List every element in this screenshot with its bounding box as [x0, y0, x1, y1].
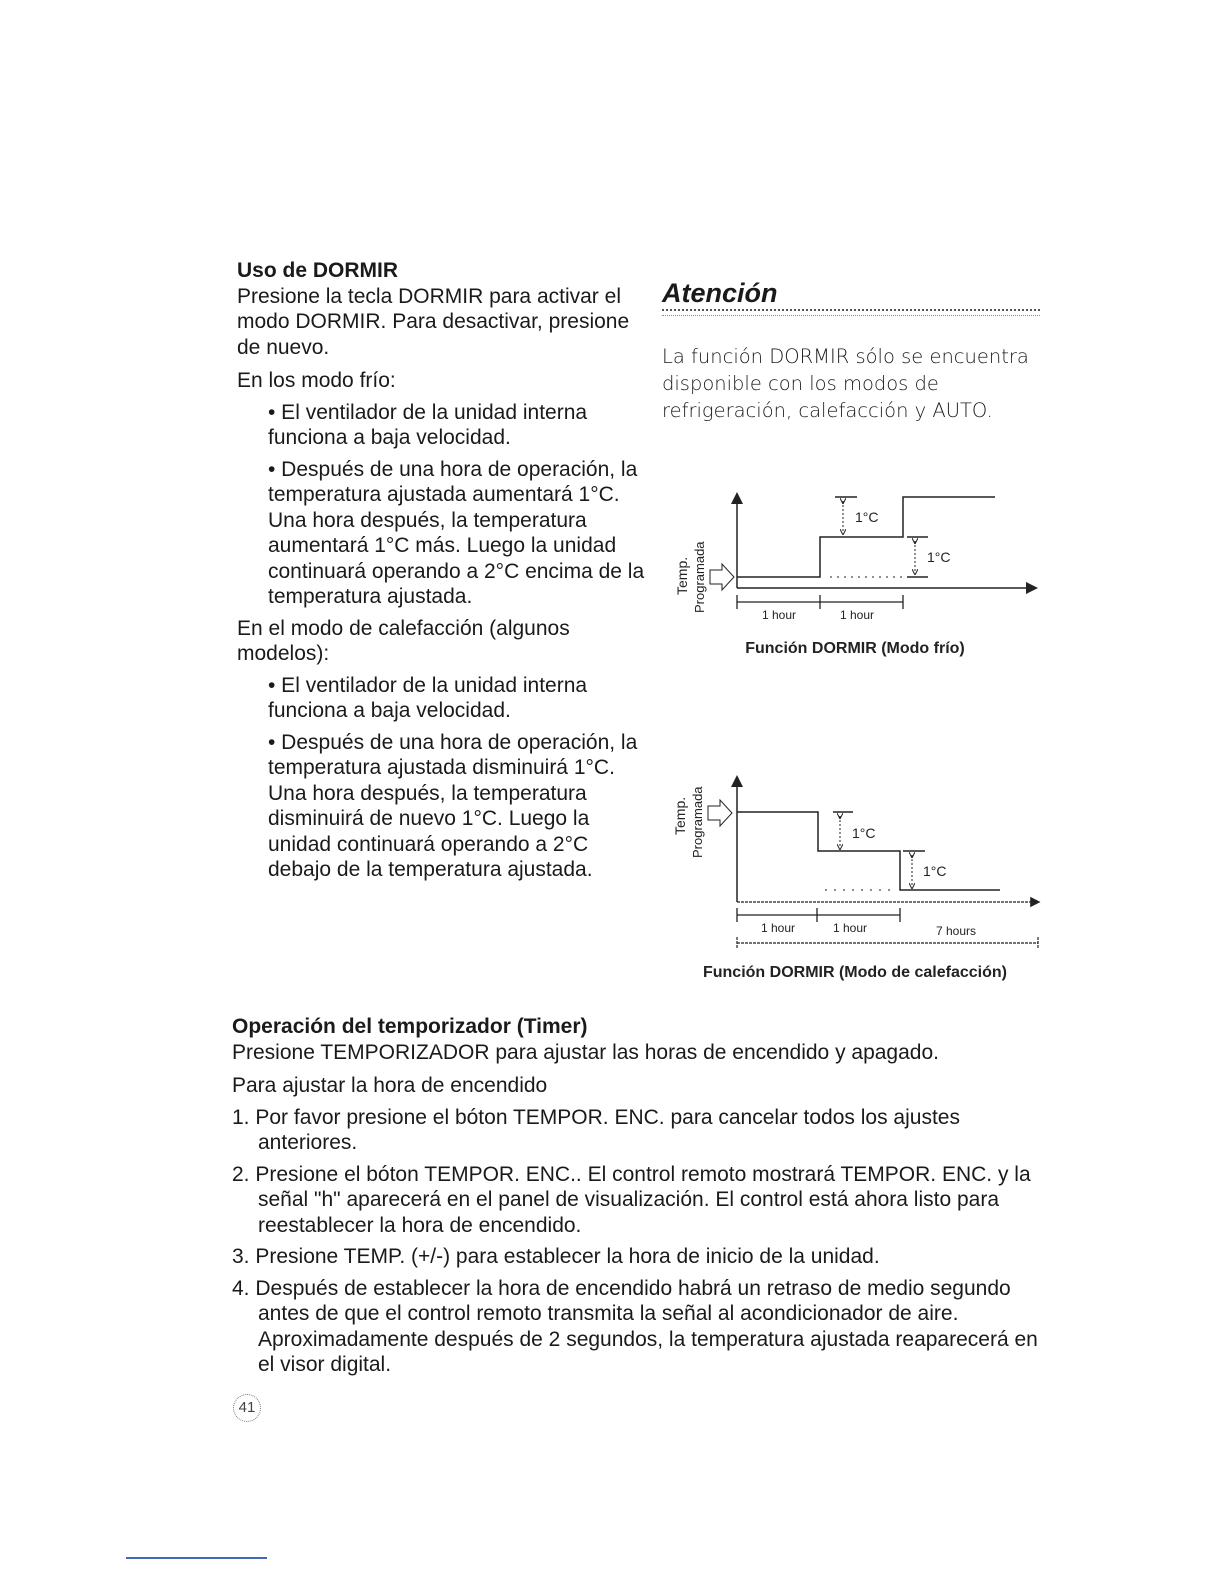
step-label: 1°C: [927, 549, 951, 565]
diagram-caption: Función DORMIR (Modo frío): [745, 640, 965, 657]
timer-steps: [232, 1105, 1052, 1378]
time-bracket: [737, 595, 903, 609]
set-temp-arrow-icon: [710, 564, 734, 590]
timer-step: 1. Por favor presione el bóton TEMPOR. ENC. para cancelar todos los ajustes anteriores.: [232, 1105, 960, 1154]
attention-text: La función DORMIR sólo se encuentra disponible con los modos de refrigeración, calefacción y AUTO.: [662, 345, 1029, 422]
timer-step: 2. Presione el bóton TEMPOR. ENC.. El control remoto mostrará TEMPOR. ENC. y la señal "h" aparecerá en el panel de visualización. El control está ahora listo para reestablecer la hora de encendido.: [232, 1162, 1031, 1237]
timer-step: 3. Presione TEMP. (+/-) para establecer la hora de inicio de la unidad.: [232, 1245, 880, 1268]
temp-step-line: [737, 812, 1000, 890]
heat-label: En el modo de calefacción (algunos modelos):: [237, 616, 570, 665]
heat-bullet: • El ventilador de la unidad interna funciona a baja velocidad.: [268, 673, 588, 722]
time-label: 1 hour: [840, 608, 875, 622]
time-label: 1 hour: [833, 921, 868, 935]
sleep-heading: Uso de DORMIR: [237, 259, 399, 282]
timer-heading: Operación del temporizador (Timer): [232, 1015, 588, 1038]
y-label: Temp.: [672, 796, 688, 835]
y-label: Programada: [690, 786, 705, 858]
time-label: 1 hour: [761, 921, 796, 935]
y-label: Temp.: [674, 556, 690, 595]
cool-bullet: • Después de una hora de operación, la temperatura ajustada aumentará 1°C. Una hora después, la temperatura aumentará 1°C más. Luego la unidad continuará operando a 2°C encima de la temperatura ajustada.: [268, 457, 645, 608]
timer-sub: Para ajustar la hora de encendido: [232, 1074, 548, 1097]
attention-underline: [662, 309, 1040, 316]
sleep-section: [237, 258, 647, 889]
diagram-caption: Función DORMIR (Modo de calefacción): [702, 964, 1008, 981]
set-temp-arrow-icon: [708, 800, 732, 826]
step-label: 1°C: [855, 509, 879, 525]
attention-title: Atención: [662, 278, 778, 308]
footer-rule: [126, 1557, 267, 1559]
timer-intro: Presione TEMPORIZADOR para ajustar las horas de encendido y apagado.: [232, 1040, 939, 1064]
time-label: 7 hours: [936, 924, 977, 938]
time-bracket: [737, 908, 900, 922]
diagram-cool: [660, 470, 1060, 670]
time-bracket: [737, 937, 1038, 949]
step-label: 1°C: [923, 863, 947, 879]
timer-section: [232, 1014, 1052, 1384]
diagram-heat: [660, 750, 1060, 990]
page-number: 41: [233, 1394, 261, 1422]
timer-step: 4. Después de establecer la hora de encendido habrá un retraso de medio segundo antes de que el control remoto transmita la señal al acondicionador de aire. Aproximadamente después de 2 segundos, la temperatura ajustada reaparecerá en el visor digital.: [232, 1276, 1038, 1376]
y-label: Programada: [692, 541, 707, 613]
heat-bullet: • Después de una hora de operación, la temperatura ajustada disminuirá 1°C. Una hora después, la temperatura disminuirá de nuevo 1°C. Luego la unidad continuará operando a 2°C debajo de la temperatura ajustada.: [268, 730, 638, 881]
step-label: 1°C: [852, 825, 876, 841]
sleep-intro: Presione la tecla DORMIR para activar el modo DORMIR. Para desactivar, presione de nuevo.: [237, 284, 630, 359]
cool-bullet: • El ventilador de la unidad interna funciona a baja velocidad.: [268, 400, 588, 449]
time-label: 1 hour: [762, 608, 797, 622]
cool-label: En los modo frío:: [237, 369, 396, 392]
